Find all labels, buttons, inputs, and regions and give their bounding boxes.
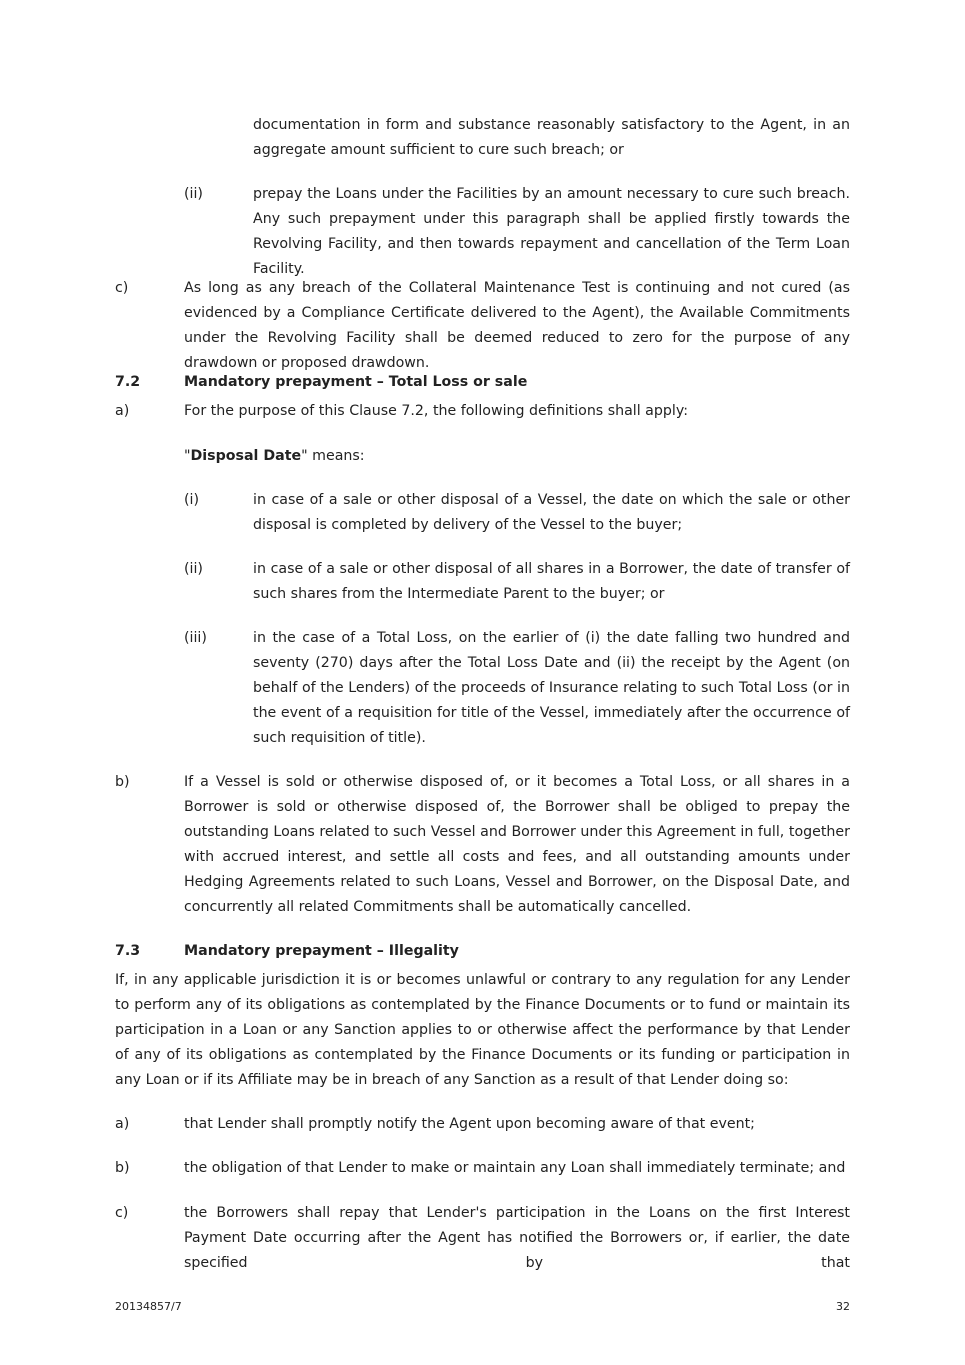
defined-term: Disposal Date [190, 448, 302, 464]
paragraph-text-a: For the purpose of this Clause 7.2, the following definitions shall apply: [184, 403, 688, 419]
paragraph-label-b: b) [115, 774, 130, 790]
list-item-text: that Lender shall promptly notify the Agent upon becoming aware of that event; [184, 1116, 755, 1132]
list-item-label: c) [115, 1205, 129, 1221]
definition-item-text: in the case of a Total Loss, on the earlier of (i) the date falling two hundred and seventy (270) days after the Total Loss Date and (ii) the receipt by the Agent (on behalf of the Lenders) of the proceeds of Insurance relating to such Total Loss (or in the event of a requisition for title of the Vessel, immediately after the occurrence of such requisition of title). [253, 630, 850, 746]
definition-heading [184, 444, 850, 469]
definition-open-quote: " [184, 448, 191, 464]
paragraph-label-c: c) [115, 280, 129, 296]
list-item-label: b) [115, 1160, 130, 1176]
section-title-7-2: Mandatory prepayment – Total Loss or sale [184, 374, 528, 390]
definition-item-label: (iii) [184, 630, 207, 646]
list-item-text: the obligation of that Lender to make or maintain any Loan shall immediately terminate; and [184, 1160, 846, 1176]
definition-item-text: in case of a sale or other disposal of all shares in a Borrower, the date of transfer of such shares from the Intermediate Parent to the buyer; or [253, 561, 850, 602]
continuation-paragraph: documentation in form and substance reasonably satisfactory to the Agent, in an aggregate amount sufficient to cure such breach; or [253, 117, 850, 158]
item-label-ii: (ii) [184, 186, 203, 202]
section-number-7-2: 7.2 [115, 374, 141, 390]
item-text-ii: prepay the Loans under the Facilities by an amount necessary to cure such breach. Any such prepayment under this paragraph shall be applied firstly towards the Revolving Facility, and then towards repayment and cancellation of the Term Loan Facility. [253, 186, 850, 277]
definition-item-label: (i) [184, 492, 200, 508]
definition-means: " means: [301, 448, 365, 464]
definition-item-label: (ii) [184, 561, 203, 577]
page-number: 32 [836, 1300, 850, 1313]
paragraph-label-a: a) [115, 403, 130, 419]
list-item-label: a) [115, 1116, 130, 1132]
paragraph-text-c: As long as any breach of the Collateral Maintenance Test is continuing and not cured (as evidenced by a Compliance Certificate delivered to the Agent), the Available Commitments under the Revolving Facility shall be deemed reduced to zero for the purpose of any drawdown or proposed drawdown. [184, 280, 850, 371]
section-number-7-3: 7.3 [115, 943, 141, 959]
definition-item-text: in case of a sale or other disposal of a Vessel, the date on which the sale or other disposal is completed by delivery of the Vessel to the buyer; [253, 492, 850, 533]
document-reference: 20134857/7 [115, 1300, 182, 1313]
list-item-text: the Borrowers shall repay that Lender's participation in the Loans on the first Interest Payment Date occurring after the Agent has notified the Borrowers or, if earlier, the date specified by that [184, 1205, 850, 1271]
paragraph-text-b: If a Vessel is sold or otherwise disposed of, or it becomes a Total Loss, or all shares in a Borrower is sold or otherwise disposed of, the Borrower shall be obliged to prepay the outstanding Loans related to such Vessel and Borrower under this Agreement in full, together with accrued interest, and settle all costs and fees, and all outstanding amounts under Hedging Agreements related to such Loans, Vessel and Borrower, on the Disposal Date, and concurrently all related Commitments shall be automatically cancelled. [184, 774, 850, 915]
section-title-7-3: Mandatory prepayment – Illegality [184, 943, 459, 959]
illegality-body: If, in any applicable jurisdiction it is or becomes unlawful or contrary to any regulation for any Lender to perform any of its obligations as contemplated by the Finance Documents or to fund or maintain its participation in a Loan or any Sanction applies to or otherwise affect the performance by that Lender of any of its obligations as contemplated by the Finance Documents or its funding or participation in any Loan or if its Affiliate may be in breach of any Sanction as a result of that Lender doing so: [115, 972, 850, 1088]
